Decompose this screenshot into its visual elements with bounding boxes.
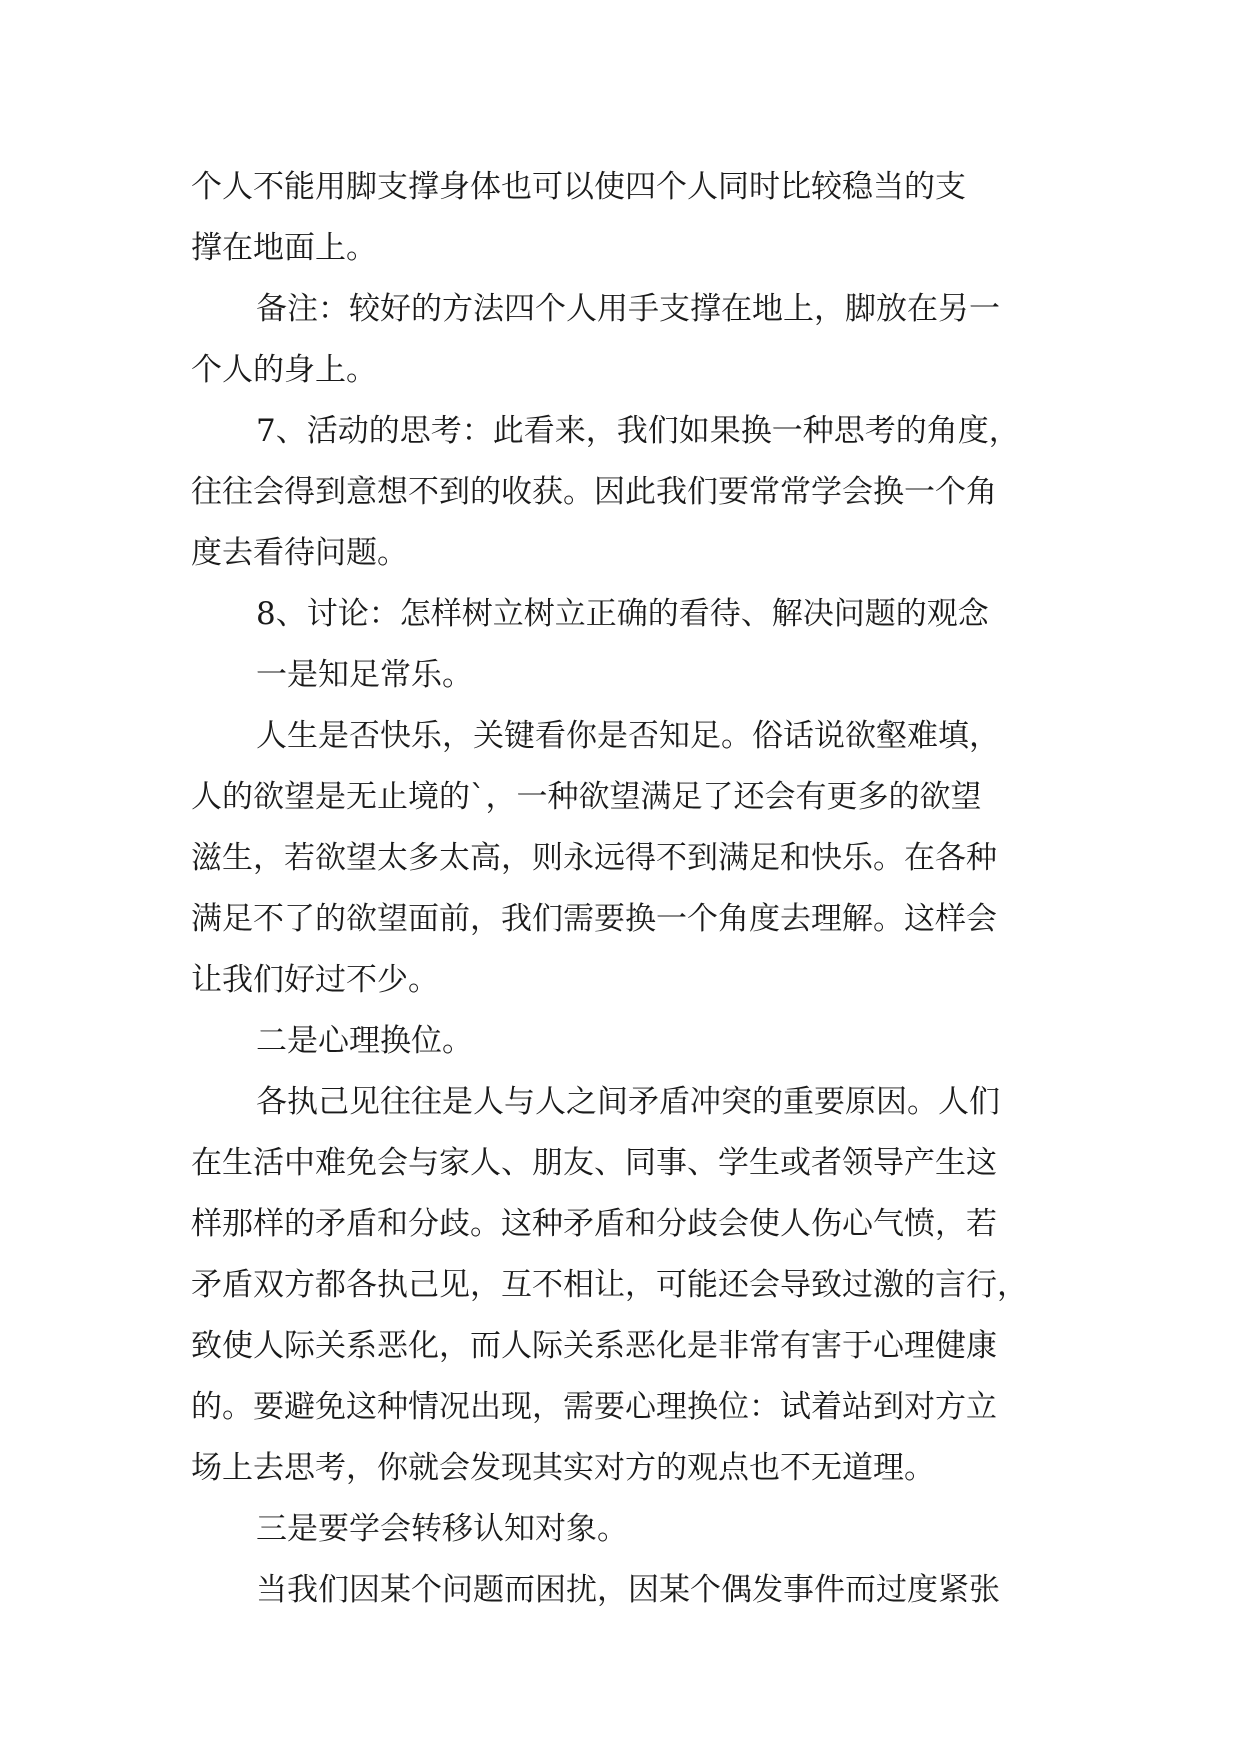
text-line: 一是知足常乐。 [256, 657, 473, 693]
text-line: 三是要学会转移认知对象。 [256, 1511, 628, 1547]
text-line: 度去看待问题。 [191, 535, 408, 571]
text-line: 往往会得到意想不到的收获。因此我们要常常学会换一个角 [191, 474, 997, 510]
text-line: 撑在地面上。 [191, 230, 377, 266]
text-line: 备注：较好的方法四个人用手支撑在地上，脚放在另一 [256, 291, 1000, 327]
text-line: 场上去思考，你就会发现其实对方的观点也不无道理。 [191, 1450, 935, 1486]
text-line: 致使人际关系恶化，而人际关系恶化是非常有害于心理健康 [191, 1328, 997, 1364]
text-line: 的。要避免这种情况出现，需要心理换位：试着站到对方立 [191, 1389, 997, 1425]
text-line: 滋生，若欲望太多太高，则永远得不到满足和快乐。在各种 [191, 840, 997, 876]
text-line: 7、活动的思考：此看来，我们如果换一种思考的角度， [256, 413, 1020, 449]
text-line: 矛盾双方都各执己见，互不相让，可能还会导致过激的言行， [191, 1267, 1028, 1303]
text-line: 8、讨论：怎样树立树立正确的看待、解决问题的观念 [256, 596, 989, 632]
text-line: 各执己见往往是人与人之间矛盾冲突的重要原因。人们 [256, 1084, 1000, 1120]
text-line: 个人的身上。 [191, 352, 377, 388]
text-line: 二是心理换位。 [256, 1023, 473, 1059]
text-line: 个人不能用脚支撑身体也可以使四个人同时比较稳当的支 [191, 169, 966, 205]
text-line: 人的欲望是无止境的`，一种欲望满足了还会有更多的欲望 [191, 779, 982, 815]
text-line: 当我们因某个问题而困扰，因某个偶发事件而过度紧张 [256, 1572, 1000, 1608]
text-line: 样那样的矛盾和分歧。这种矛盾和分歧会使人伤心气愤，若 [191, 1206, 997, 1242]
text-line: 让我们好过不少。 [191, 962, 439, 998]
text-line: 满足不了的欲望面前，我们需要换一个角度去理解。这样会 [191, 901, 997, 937]
text-line: 人生是否快乐，关键看你是否知足。俗话说欲壑难填， [256, 718, 1000, 754]
text-line: 在生活中难免会与家人、朋友、同事、学生或者领导产生这 [191, 1145, 997, 1181]
